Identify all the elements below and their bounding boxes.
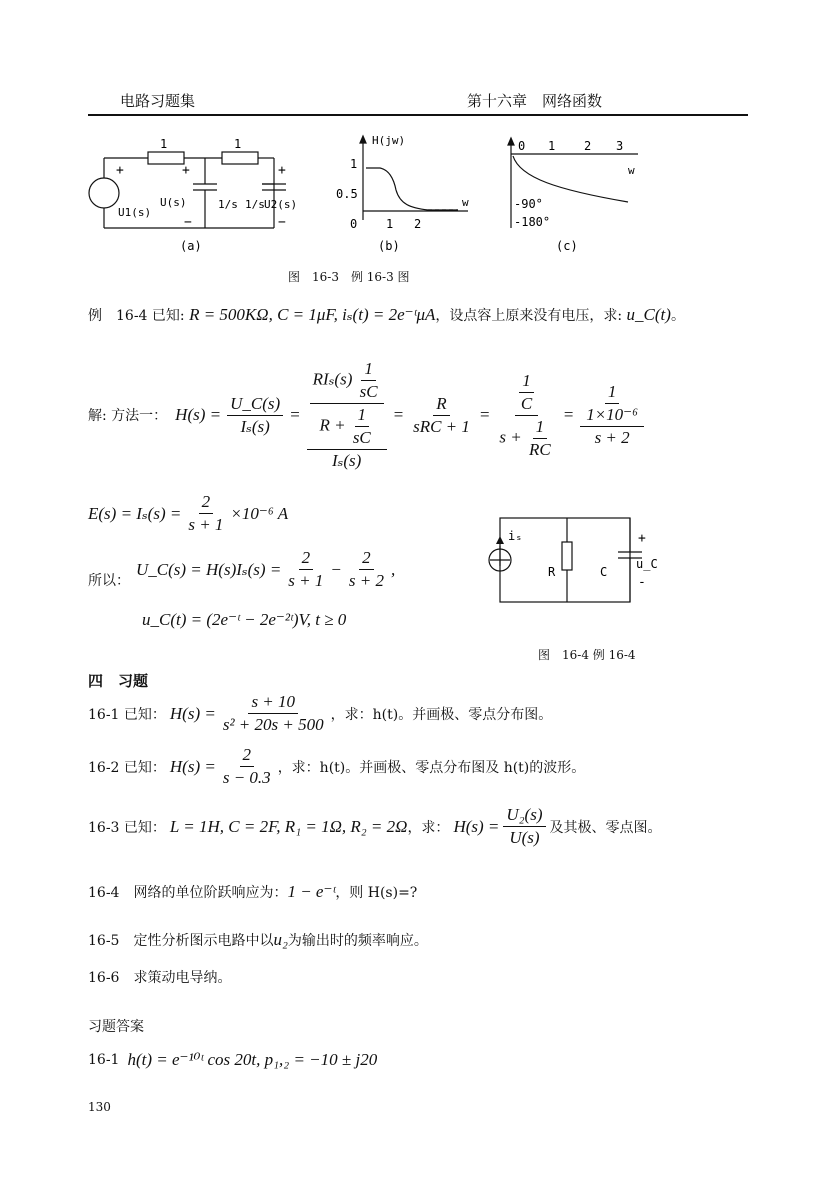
p2-num: 2	[240, 745, 255, 767]
fig-b-x2: 2	[414, 217, 422, 231]
frac-3	[410, 394, 473, 437]
fig-a-mid-minus: −	[184, 215, 192, 230]
p1-num: s + 10	[248, 692, 298, 714]
p3-mid: ，求：	[407, 819, 450, 836]
fig-a-src-label: U1(s)	[118, 206, 152, 219]
uc-result: u_C(t) = (2e⁻ᵗ − 2e⁻²ᵗ)V, t ≥ 0	[142, 610, 347, 629]
fig-16-4-R: R	[548, 565, 556, 579]
result-lhs: U_C(s) = H(s)Iₛ(s) =	[136, 559, 282, 579]
problem-16-5	[88, 930, 428, 950]
problem-16-2	[88, 745, 585, 788]
frac-5-den: s + 2	[594, 428, 630, 447]
ex-end: 。	[670, 308, 685, 324]
fig-a-src-plus: +	[116, 163, 124, 178]
result-frac-a	[285, 548, 326, 591]
frac-big-inner-num	[310, 359, 384, 404]
fig-c-x1: 1	[548, 139, 556, 153]
fig-b-xlabel: w	[462, 196, 469, 209]
ex-suffix: ，设点容上原来没有电压，求:	[435, 308, 623, 324]
f1sc-a-num: 1	[361, 359, 376, 381]
big-num-top: RIₛ(s)	[312, 369, 353, 389]
figure-16-3b-plot	[360, 136, 468, 220]
p3-den: U(s)	[509, 828, 540, 847]
eq-4: =	[562, 405, 575, 424]
f1sc-b-num: 1	[355, 405, 370, 427]
p2-lhs: H(s) =	[169, 756, 216, 776]
p3-prefix: 16-3 已知：	[88, 819, 166, 836]
p4-prefix: 16-4 网络的单位阶跃响应为：	[88, 885, 288, 901]
es-tail: ×10⁻⁶ A	[230, 503, 289, 523]
f5-num-d: 1×10⁻⁶	[586, 405, 639, 424]
f4-den: s +	[499, 426, 522, 446]
result-equation	[88, 548, 395, 591]
figure-16-3-caption: 图 16-3 例 16-3 图	[288, 270, 410, 284]
p3-num: U₂(s)	[503, 805, 545, 827]
ex-prefix: 例 16-4 已知:	[88, 308, 185, 324]
figure-16-3	[88, 128, 748, 258]
ex-given: R = 500KΩ, C = 1μF, iₛ(t) = 2e⁻ᵗμA	[189, 305, 436, 324]
p3-lhs: H(s) =	[453, 816, 500, 836]
result-b-num: 2	[359, 548, 374, 570]
frac-1-sc-a	[357, 359, 381, 402]
fig-a-mid-label: U(s)	[160, 196, 187, 209]
result-a-den: s + 1	[288, 571, 324, 590]
page-number: 130	[88, 1100, 111, 1114]
result-label: 所以：	[88, 572, 130, 589]
frac-big-den: Iₛ(s)	[331, 451, 362, 470]
result-frac-b	[346, 548, 387, 591]
frac-4	[496, 371, 556, 460]
frac-big-inner-den	[316, 404, 376, 448]
fig-b-ylabel: H(jw)	[372, 134, 406, 147]
fig-a-cap-left: 1/s	[218, 198, 238, 211]
fig-c-tag: (c)	[556, 239, 578, 253]
p4-expr: 1 − e⁻ᵗ	[287, 882, 336, 901]
p5-prefix: 16-5 定性分析图示电路中以	[88, 933, 274, 949]
p2-suffix: ，求：h(t)。并画极、零点分布图及 h(t)的波形。	[277, 759, 586, 776]
big-num-bot: R +	[319, 415, 346, 435]
frac-uc-is-den: Iₛ(s)	[240, 416, 270, 436]
p1-suffix: ，求：h(t)。并画极、零点分布图。	[330, 706, 553, 723]
fig-b-tick-1: 1	[350, 157, 358, 171]
frac-4-num	[515, 371, 538, 416]
es-den: s + 1	[188, 515, 224, 534]
p5-suffix: 为输出时的频率响应。	[287, 933, 428, 949]
fig-16-4-uc: u_C	[636, 557, 658, 571]
eq-3: =	[478, 405, 491, 424]
fig-a-out-plus: +	[278, 163, 286, 178]
frac-3-num: R	[433, 394, 449, 416]
fig-b-tag: (b)	[378, 239, 400, 253]
fig-a-r2-label: 1	[234, 137, 242, 151]
fig-c-x3: 3	[616, 139, 624, 153]
p1-den: s² + 20s + 500	[222, 715, 324, 734]
frac-4-den	[496, 416, 556, 460]
frac-big-inner	[310, 359, 384, 448]
figure-16-4	[478, 508, 658, 608]
frac-3-den: sRC + 1	[413, 416, 470, 436]
p1-frac	[220, 692, 327, 735]
fig-16-4-is: iₛ	[508, 529, 523, 543]
p4-suffix: ，则 H(s)=?	[335, 885, 418, 901]
problem-16-1	[88, 692, 552, 735]
p2-prefix: 16-2 已知：	[88, 759, 166, 776]
eq-1: =	[289, 405, 301, 424]
p5-var: u₂	[273, 930, 288, 949]
p1-lhs: H(s) =	[169, 703, 216, 723]
fig-a-out-label: U2(s)	[264, 198, 298, 211]
es-num: 2	[199, 492, 214, 514]
header-rule	[88, 114, 748, 116]
answer-16-1	[88, 1050, 377, 1070]
f1sc-a-den: sC	[359, 382, 378, 401]
fig-a-tag: (a)	[180, 239, 202, 253]
problem-16-4	[88, 882, 417, 902]
fig-c-y180: -180°	[514, 215, 551, 229]
f5-num-n: 1	[605, 382, 620, 404]
frac-big	[307, 359, 387, 471]
header-right: 第十六章 网络函数	[467, 92, 603, 110]
eq-2: =	[392, 405, 405, 424]
frac-5	[580, 382, 644, 448]
fig-a-mid-plus: +	[182, 163, 190, 178]
es-frac	[185, 492, 226, 535]
fig-b-x1: 1	[386, 217, 394, 231]
problem-16-3	[88, 805, 662, 848]
p2-den: s − 0.3	[222, 768, 271, 787]
fig-16-4-minus: -	[638, 575, 646, 590]
frac-1-sc-b	[350, 405, 374, 448]
f1sc-b-den: sC	[352, 428, 371, 447]
f4-den-n: 1	[533, 417, 548, 439]
solution-equation	[88, 350, 650, 480]
f4-num-n: 1	[519, 371, 534, 393]
p3-frac	[503, 805, 545, 848]
figure-16-4-caption: 图 16-4 例 16-4	[538, 648, 636, 662]
f4-den-d: RC	[528, 439, 551, 459]
es-lhs: E(s) = Iₛ(s) =	[88, 503, 182, 523]
fig-b-x0: 0	[350, 217, 358, 231]
frac-uc-is-num: U_C(s)	[227, 394, 283, 416]
a1-prefix: 16-1	[88, 1052, 120, 1068]
fig-16-4-plus: +	[638, 531, 646, 546]
f4-num-d: C	[520, 393, 533, 413]
fig-c-x2: 2	[584, 139, 592, 153]
answers-title: 习题答案	[88, 1019, 144, 1035]
frac-5-num	[580, 382, 644, 427]
example-16-4	[88, 305, 685, 325]
result-comma: ,	[390, 559, 396, 579]
header-left: 电路习题集	[120, 92, 196, 110]
frac-big-num	[307, 359, 387, 450]
ex-target: u_C(t)	[626, 305, 671, 324]
result-minus: −	[330, 559, 342, 579]
fig-a-cap-right: 1/s	[245, 198, 265, 211]
es-equation	[88, 492, 288, 535]
p3-given: L = 1H, C = 2F, R₁ = 1Ω, R₂ = 2Ω	[169, 816, 408, 836]
fig-c-x0: 0	[518, 139, 526, 153]
problem-16-6: 16-6 求策动电导纳。	[88, 970, 232, 986]
section-title: 四 习题	[88, 672, 149, 690]
fig-b-tick-05: 0.5	[336, 187, 358, 201]
result-b-den: s + 2	[348, 571, 384, 590]
fig-a-r1-label: 1	[160, 137, 168, 151]
p1-prefix: 16-1 已知：	[88, 706, 166, 723]
result-a-num: 2	[299, 548, 314, 570]
solution-Hs: H(s) =	[175, 405, 222, 424]
p3-suffix: 及其极、零点图。	[549, 819, 662, 836]
fig-16-4-C: C	[600, 565, 608, 579]
a1-expr: h(t) = e⁻¹⁰ᵗ cos 20t, p₁,₂ = −10 ± j20	[127, 1050, 378, 1069]
fig-c-y90: -90°	[514, 197, 543, 211]
fig-a-out-minus: −	[278, 215, 286, 230]
frac-uc-is	[227, 394, 283, 437]
p2-frac	[220, 745, 274, 788]
solution-label: 解: 方法一：	[88, 408, 168, 424]
fig-c-xlabel: w	[628, 164, 635, 177]
